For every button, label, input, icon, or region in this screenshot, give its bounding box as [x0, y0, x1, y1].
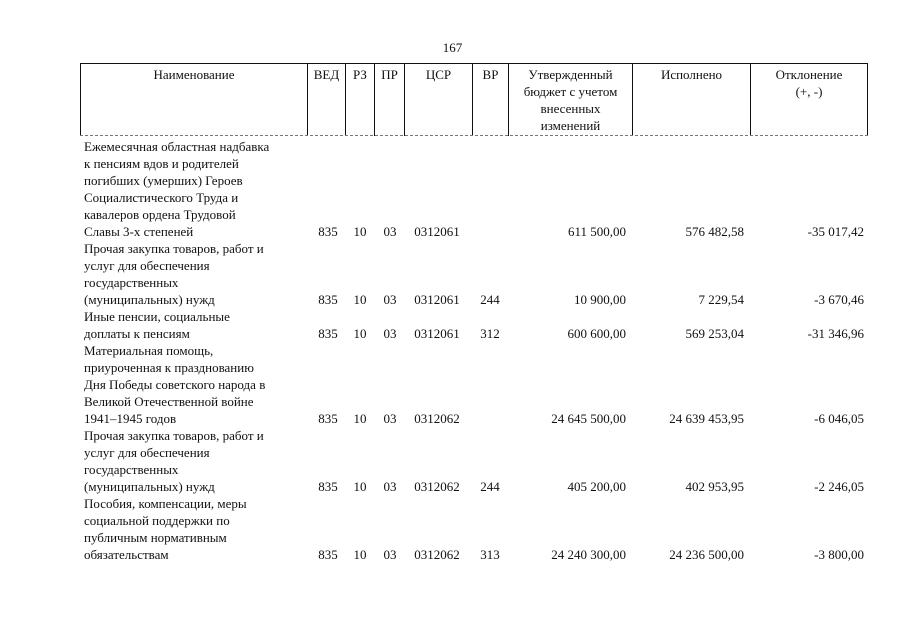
row-csr: 0312061 — [414, 224, 460, 239]
row-vr: 312 — [480, 326, 500, 341]
row-ved: 835 — [318, 411, 338, 426]
row-deviation: -35 017,42 — [807, 224, 864, 239]
row-ved: 835 — [318, 292, 338, 307]
row-ved: 835 — [318, 224, 338, 239]
row-csr: 0312062 — [414, 411, 460, 426]
table-row — [80, 427, 868, 495]
header-ved: ВЕД — [308, 64, 346, 136]
row-approved: 600 600,00 — [567, 326, 626, 341]
row-deviation: -31 346,96 — [807, 326, 864, 341]
row-pr: 03 — [383, 292, 397, 307]
header-deviation: Отклонение (+, -) — [775, 67, 843, 99]
row-name: Пособия, компенсации, меры социальной поддержки по публичным нормативным обязательствам — [84, 496, 247, 562]
table-row — [80, 308, 868, 342]
row-approved: 24 240 300,00 — [551, 547, 626, 562]
table-row — [80, 138, 868, 240]
header-divider — [80, 135, 868, 136]
row-name: Прочая закупка товаров, работ и услуг для обеспечения государственных (муниципальных) нужд — [84, 241, 264, 307]
row-vr: 313 — [480, 547, 500, 562]
row-executed: 24 639 453,95 — [669, 411, 744, 426]
row-pr: 03 — [383, 326, 397, 341]
header-approved: Утвержденный бюджет с учетом внесенных изменений — [509, 64, 633, 136]
row-pr: 03 — [383, 411, 397, 426]
header-name: Наименование — [81, 64, 308, 136]
row-deviation: -2 246,05 — [814, 479, 864, 494]
row-pr: 03 — [383, 547, 397, 562]
row-approved: 611 500,00 — [567, 224, 626, 239]
row-csr: 0312062 — [414, 547, 460, 562]
header-pr: ПР — [375, 64, 405, 136]
table-body — [80, 138, 868, 563]
row-name: Прочая закупка товаров, работ и услуг для обеспечения государственных (муниципальных) нужд — [84, 428, 264, 494]
page-number: 167 — [442, 40, 463, 55]
table-row — [80, 240, 868, 308]
row-approved: 405 200,00 — [567, 479, 626, 494]
row-rz: 10 — [353, 292, 367, 307]
row-rz: 10 — [353, 326, 367, 341]
row-executed: 402 953,95 — [685, 479, 744, 494]
row-executed: 569 253,04 — [685, 326, 744, 341]
row-name: Материальная помощь, приуроченная к празднованию Дня Победы советского народа в Великой Отечественной войне 1941–1945 годов — [84, 343, 266, 426]
row-ved: 835 — [318, 326, 338, 341]
row-approved: 10 900,00 — [574, 292, 626, 307]
row-approved: 24 645 500,00 — [551, 411, 626, 426]
row-executed: 7 229,54 — [698, 292, 744, 307]
header-vr: ВР — [473, 64, 509, 136]
table-row — [80, 495, 868, 563]
row-csr: 0312062 — [414, 479, 460, 494]
row-executed: 576 482,58 — [685, 224, 744, 239]
row-name: Ежемесячная областная надбавка к пенсиям вдов и родителей погибших (умерших) Героев Социалистического Труда и кавалеров ордена Трудовой Славы 3-х степеней — [84, 139, 270, 239]
row-csr: 0312061 — [414, 292, 460, 307]
header-csr: ЦСР — [405, 64, 473, 136]
row-executed: 24 236 500,00 — [669, 547, 744, 562]
row-name: Иные пенсии, социальные доплаты к пенсиям — [84, 309, 230, 341]
row-csr: 0312061 — [414, 326, 460, 341]
table-header — [80, 63, 868, 136]
row-rz: 10 — [353, 479, 367, 494]
header-rz: РЗ — [346, 64, 375, 136]
row-rz: 10 — [353, 224, 367, 239]
row-vr: 244 — [480, 292, 500, 307]
row-deviation: -3 800,00 — [814, 547, 864, 562]
row-rz: 10 — [353, 411, 367, 426]
row-pr: 03 — [383, 479, 397, 494]
row-vr: 244 — [480, 479, 500, 494]
table-row — [80, 342, 868, 427]
row-deviation: -3 670,46 — [814, 292, 864, 307]
header-executed: Исполнено — [633, 64, 751, 136]
row-ved: 835 — [318, 547, 338, 562]
row-rz: 10 — [353, 547, 367, 562]
row-deviation: -6 046,05 — [814, 411, 864, 426]
row-pr: 03 — [383, 224, 397, 239]
row-ved: 835 — [318, 479, 338, 494]
